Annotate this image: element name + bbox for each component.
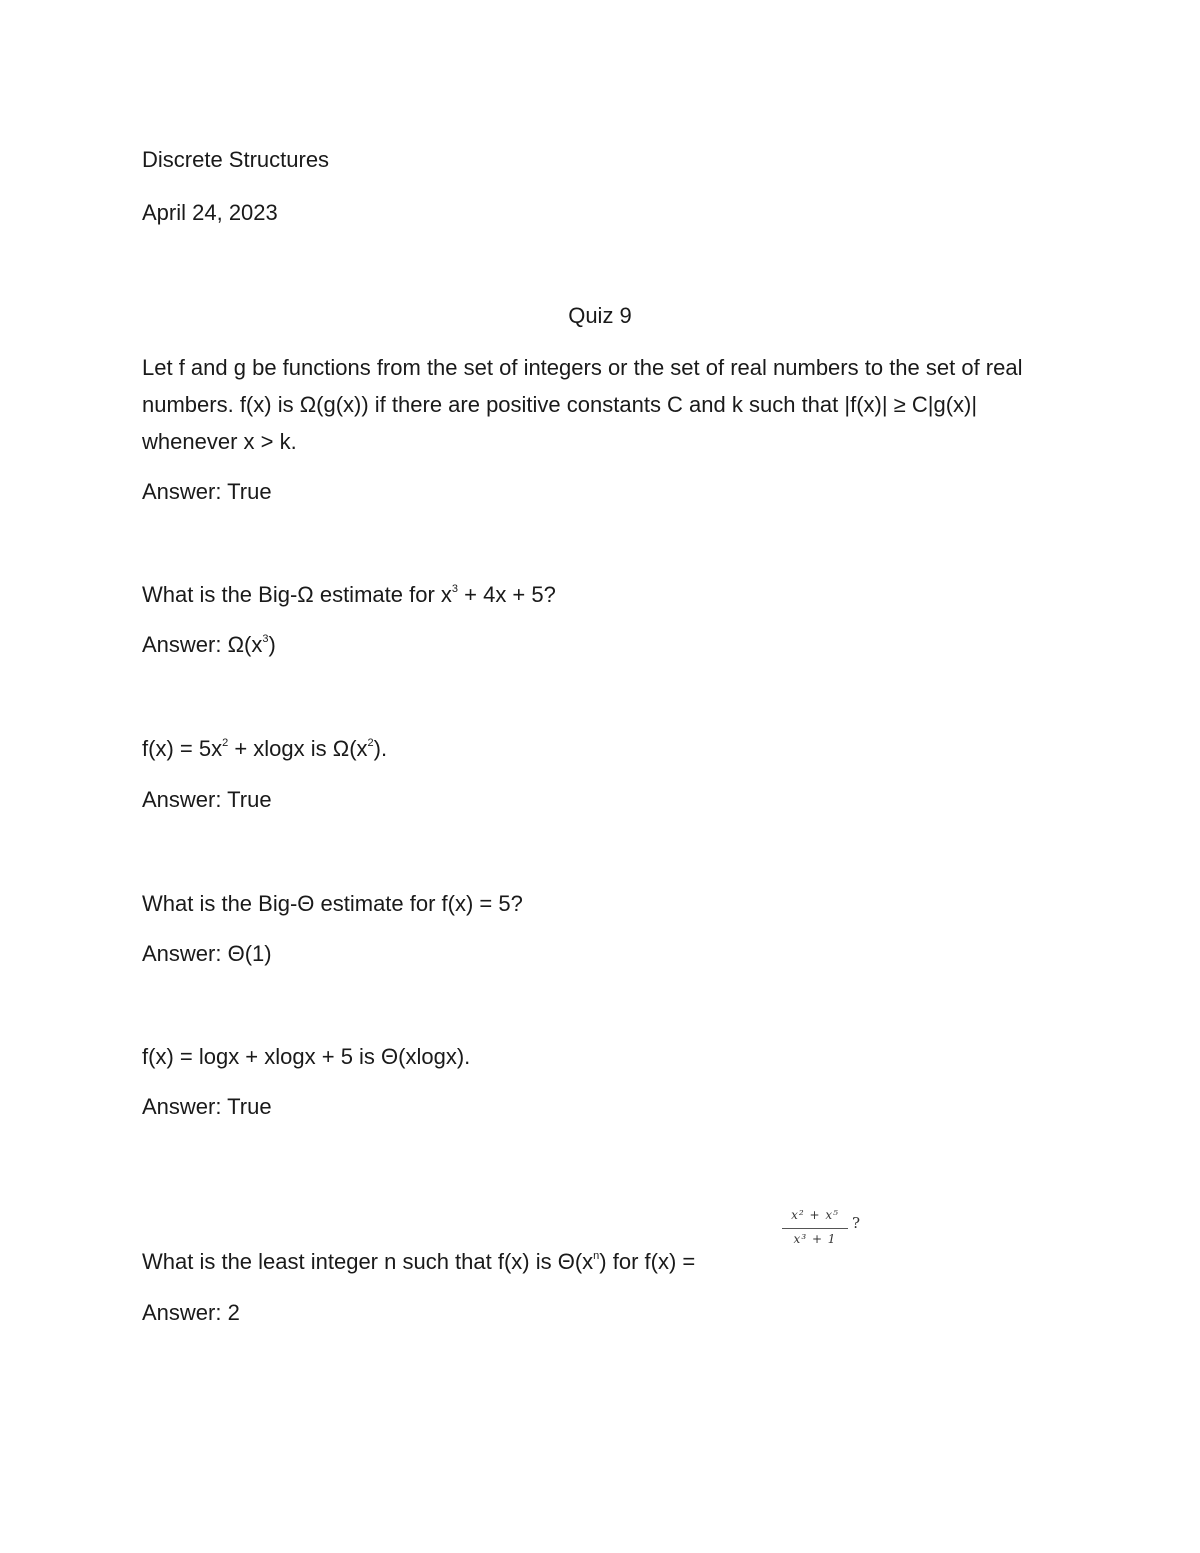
quiz-date: April 24, 2023: [142, 200, 278, 225]
course-name: Discrete Structures: [142, 147, 330, 172]
question-5-prompt: f(x) = logx + xlogx + 5 is Θ(xlogx).: [142, 1044, 471, 1069]
question-2-prompt: [142, 576, 556, 613]
q2-prompt-exponent: 3: [451, 582, 459, 595]
question-3-prompt: [142, 730, 387, 767]
q2-answer-exponent: 3: [262, 632, 269, 645]
question-6-prompt: [142, 1243, 695, 1280]
q2-answer-text-a: Answer: Ω(x: [142, 632, 263, 657]
question-5-answer: Answer: True: [142, 1094, 272, 1119]
question-6-answer: Answer: 2: [142, 1300, 240, 1325]
question-1-prompt: Let f and g be functions from the set of integers or the set of real numbers to the set of real numbers. f(x) is Ω(g(x)) if there are positive constants C and k such that |f(x)| ≥ C|g(x)| whenever x > k.: [142, 355, 1023, 454]
q6-prompt-text-b: ) for f(x) =: [599, 1249, 696, 1274]
q6-prompt-exponent: n: [593, 1249, 600, 1262]
fraction-denominator: x³ + 1: [793, 1232, 837, 1246]
question-4-answer: Answer: Θ(1): [142, 941, 272, 966]
q3-prompt-exponent-1: 2: [222, 736, 229, 749]
question-4-prompt: What is the Big-Θ estimate for f(x) = 5?: [142, 891, 523, 916]
q2-prompt-text-a: What is the Big-Ω estimate for x: [142, 582, 452, 607]
q3-prompt-text-a: f(x) = 5x: [142, 736, 223, 761]
q6-prompt-text-a: What is the least integer n such that f(x) is Θ(x: [142, 1249, 594, 1274]
fraction-question-mark: ?: [852, 1214, 861, 1232]
question-3-answer: Answer: True: [142, 787, 272, 812]
page-title: Quiz 9: [568, 303, 632, 328]
q3-prompt-text-c: ).: [373, 736, 388, 761]
q2-prompt-text-b: + 4x + 5?: [458, 582, 556, 607]
fraction-expression: [780, 1206, 870, 1252]
q2-answer-text-b: ): [268, 632, 276, 657]
question-1-answer: Answer: True: [142, 479, 272, 504]
question-2-answer: [142, 626, 276, 663]
q3-prompt-text-b: + xlogx is Ω(x: [228, 736, 368, 761]
fraction-numerator: x² + x⁵: [791, 1208, 839, 1222]
fraction-bar: [782, 1228, 848, 1229]
q3-prompt-exponent-2: 2: [367, 736, 374, 749]
